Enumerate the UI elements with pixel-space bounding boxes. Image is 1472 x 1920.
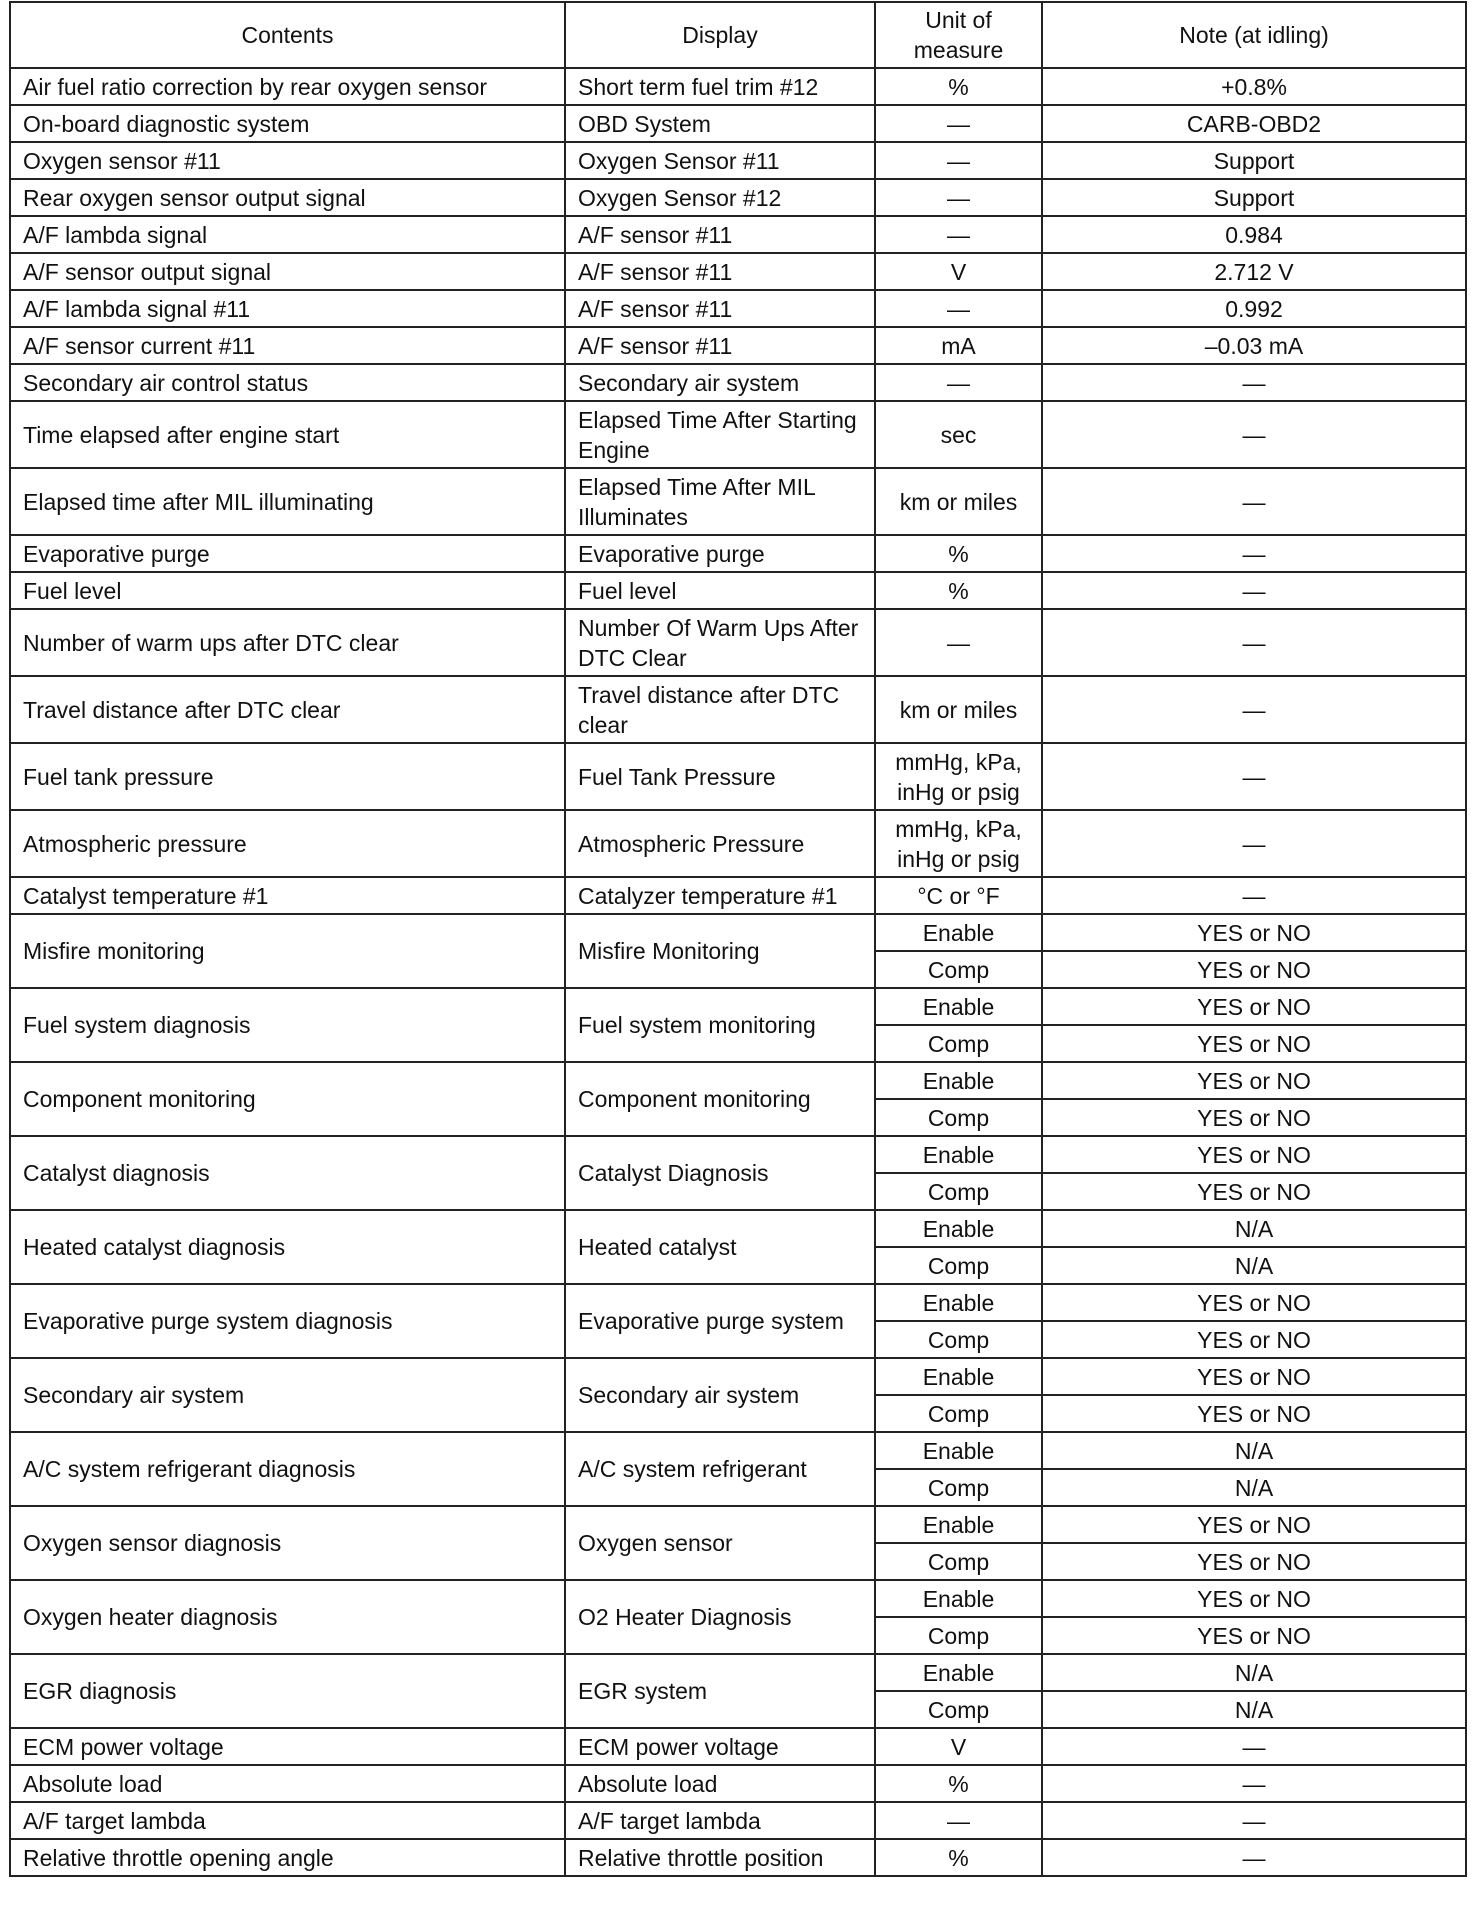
display-cell: Catalyst Diagnosis (565, 1136, 875, 1210)
contents-cell: Catalyst temperature #1 (10, 877, 565, 914)
unit-cell: — (875, 179, 1042, 216)
table-row (10, 1432, 1466, 1469)
display-cell: Evaporative purge (565, 535, 875, 572)
table-row (10, 1728, 1466, 1765)
display-cell: Secondary air system (565, 1358, 875, 1432)
unit-cell: Enable (875, 914, 1042, 951)
unit-cell: Comp (875, 1247, 1042, 1284)
note-cell: N/A (1042, 1247, 1466, 1284)
table-row (10, 364, 1466, 401)
contents-cell: Relative throttle opening angle (10, 1839, 565, 1876)
note-cell: –0.03 mA (1042, 327, 1466, 364)
note-cell: — (1042, 1765, 1466, 1802)
note-cell: — (1042, 535, 1466, 572)
note-cell: YES or NO (1042, 1099, 1466, 1136)
display-cell: Elapsed Time After Starting Engine (565, 401, 875, 468)
display-cell: O2 Heater Diagnosis (565, 1580, 875, 1654)
unit-cell: — (875, 609, 1042, 676)
display-cell: ECM power voltage (565, 1728, 875, 1765)
unit-cell: mmHg, kPa, inHg or psig (875, 743, 1042, 810)
table-header-row (10, 2, 1466, 68)
contents-cell: Oxygen sensor diagnosis (10, 1506, 565, 1580)
header-unit: Unit of measure (875, 2, 1042, 68)
note-cell: — (1042, 1839, 1466, 1876)
note-cell: YES or NO (1042, 1506, 1466, 1543)
contents-cell: A/C system refrigerant diagnosis (10, 1432, 565, 1506)
contents-cell: Oxygen sensor #11 (10, 142, 565, 179)
unit-cell: Comp (875, 1025, 1042, 1062)
display-cell: Secondary air system (565, 364, 875, 401)
table-row (10, 535, 1466, 572)
unit-cell: Comp (875, 1321, 1042, 1358)
note-cell: YES or NO (1042, 1358, 1466, 1395)
note-cell: 2.712 V (1042, 253, 1466, 290)
contents-cell: Fuel level (10, 572, 565, 609)
header-contents: Contents (10, 2, 565, 68)
unit-cell: km or miles (875, 676, 1042, 743)
unit-cell: V (875, 1728, 1042, 1765)
unit-cell: Comp (875, 951, 1042, 988)
note-cell: CARB-OBD2 (1042, 105, 1466, 142)
contents-cell: Component monitoring (10, 1062, 565, 1136)
display-cell: Absolute load (565, 1765, 875, 1802)
display-cell: Oxygen Sensor #12 (565, 179, 875, 216)
table-row (10, 290, 1466, 327)
contents-cell: Misfire monitoring (10, 914, 565, 988)
table-row (10, 253, 1466, 290)
display-cell: Heated catalyst (565, 1210, 875, 1284)
display-cell: Catalyzer temperature #1 (565, 877, 875, 914)
note-cell: YES or NO (1042, 951, 1466, 988)
note-cell: YES or NO (1042, 1580, 1466, 1617)
table-row (10, 914, 1466, 951)
unit-cell: — (875, 1802, 1042, 1839)
display-cell: Evaporative purge system (565, 1284, 875, 1358)
display-cell: Oxygen Sensor #11 (565, 142, 875, 179)
contents-cell: Fuel system diagnosis (10, 988, 565, 1062)
contents-cell: A/F lambda signal #11 (10, 290, 565, 327)
unit-cell: mmHg, kPa, inHg or psig (875, 810, 1042, 877)
note-cell: — (1042, 810, 1466, 877)
unit-cell: Enable (875, 988, 1042, 1025)
table-row (10, 609, 1466, 676)
unit-cell: Enable (875, 1654, 1042, 1691)
display-cell: Number Of Warm Ups After DTC Clear (565, 609, 875, 676)
note-cell: — (1042, 676, 1466, 743)
contents-cell: Fuel tank pressure (10, 743, 565, 810)
data-monitor-table (9, 1, 1467, 1877)
unit-cell: V (875, 253, 1042, 290)
note-cell: YES or NO (1042, 914, 1466, 951)
note-cell: 0.984 (1042, 216, 1466, 253)
unit-cell: Enable (875, 1210, 1042, 1247)
display-cell: Relative throttle position (565, 1839, 875, 1876)
note-cell: N/A (1042, 1654, 1466, 1691)
unit-cell: Comp (875, 1395, 1042, 1432)
display-cell: A/F sensor #11 (565, 290, 875, 327)
contents-cell: Absolute load (10, 1765, 565, 1802)
unit-cell: — (875, 216, 1042, 253)
unit-cell: % (875, 535, 1042, 572)
table-row (10, 1284, 1466, 1321)
unit-cell: Enable (875, 1358, 1042, 1395)
display-cell: Misfire Monitoring (565, 914, 875, 988)
unit-cell: — (875, 142, 1042, 179)
contents-cell: EGR diagnosis (10, 1654, 565, 1728)
display-cell: A/F sensor #11 (565, 253, 875, 290)
display-cell: Fuel level (565, 572, 875, 609)
table-row (10, 1580, 1466, 1617)
note-cell: Support (1042, 142, 1466, 179)
table-row (10, 105, 1466, 142)
note-cell: YES or NO (1042, 988, 1466, 1025)
table-row (10, 216, 1466, 253)
unit-cell: Enable (875, 1136, 1042, 1173)
contents-cell: A/F lambda signal (10, 216, 565, 253)
unit-cell: Comp (875, 1469, 1042, 1506)
unit-cell: °C or °F (875, 877, 1042, 914)
note-cell: — (1042, 364, 1466, 401)
note-cell: — (1042, 609, 1466, 676)
contents-cell: Time elapsed after engine start (10, 401, 565, 468)
unit-cell: Comp (875, 1173, 1042, 1210)
unit-cell: sec (875, 401, 1042, 468)
table-row (10, 1210, 1466, 1247)
contents-cell: Atmospheric pressure (10, 810, 565, 877)
contents-cell: Secondary air control status (10, 364, 565, 401)
table-row (10, 1654, 1466, 1691)
contents-cell: Evaporative purge (10, 535, 565, 572)
table-row (10, 179, 1466, 216)
note-cell: YES or NO (1042, 1284, 1466, 1321)
unit-cell: Enable (875, 1506, 1042, 1543)
display-cell: Component monitoring (565, 1062, 875, 1136)
note-cell: YES or NO (1042, 1321, 1466, 1358)
display-cell: Travel distance after DTC clear (565, 676, 875, 743)
table-row (10, 1802, 1466, 1839)
unit-cell: Comp (875, 1617, 1042, 1654)
note-cell: 0.992 (1042, 290, 1466, 327)
table-row (10, 988, 1466, 1025)
table-row (10, 1136, 1466, 1173)
note-cell: YES or NO (1042, 1136, 1466, 1173)
table-row (10, 1765, 1466, 1802)
display-cell: Fuel Tank Pressure (565, 743, 875, 810)
table-row (10, 1506, 1466, 1543)
note-cell: YES or NO (1042, 1173, 1466, 1210)
contents-cell: Elapsed time after MIL illuminating (10, 468, 565, 535)
note-cell: — (1042, 743, 1466, 810)
contents-cell: ECM power voltage (10, 1728, 565, 1765)
contents-cell: Air fuel ratio correction by rear oxygen sensor (10, 68, 565, 105)
note-cell: YES or NO (1042, 1025, 1466, 1062)
display-cell: A/F target lambda (565, 1802, 875, 1839)
note-cell: N/A (1042, 1210, 1466, 1247)
unit-cell: % (875, 1765, 1042, 1802)
contents-cell: Oxygen heater diagnosis (10, 1580, 565, 1654)
table-row (10, 572, 1466, 609)
note-cell: YES or NO (1042, 1395, 1466, 1432)
unit-cell: Comp (875, 1691, 1042, 1728)
note-cell: N/A (1042, 1432, 1466, 1469)
table-row (10, 142, 1466, 179)
table-row (10, 1062, 1466, 1099)
note-cell: — (1042, 1802, 1466, 1839)
unit-cell: km or miles (875, 468, 1042, 535)
table-row (10, 810, 1466, 877)
note-cell: — (1042, 877, 1466, 914)
display-cell: Atmospheric Pressure (565, 810, 875, 877)
unit-cell: % (875, 572, 1042, 609)
display-cell: A/F sensor #11 (565, 327, 875, 364)
note-cell: — (1042, 401, 1466, 468)
contents-cell: Travel distance after DTC clear (10, 676, 565, 743)
note-cell: Support (1042, 179, 1466, 216)
contents-cell: Heated catalyst diagnosis (10, 1210, 565, 1284)
display-cell: Oxygen sensor (565, 1506, 875, 1580)
contents-cell: Secondary air system (10, 1358, 565, 1432)
unit-cell: — (875, 290, 1042, 327)
unit-cell: % (875, 1839, 1042, 1876)
note-cell: +0.8% (1042, 68, 1466, 105)
note-cell: N/A (1042, 1691, 1466, 1728)
contents-cell: On-board diagnostic system (10, 105, 565, 142)
display-cell: A/F sensor #11 (565, 216, 875, 253)
note-cell: YES or NO (1042, 1617, 1466, 1654)
display-cell: A/C system refrigerant (565, 1432, 875, 1506)
contents-cell: A/F sensor current #11 (10, 327, 565, 364)
unit-cell: Enable (875, 1432, 1042, 1469)
unit-cell: mA (875, 327, 1042, 364)
unit-cell: — (875, 364, 1042, 401)
unit-cell: — (875, 105, 1042, 142)
note-cell: YES or NO (1042, 1062, 1466, 1099)
display-cell: OBD System (565, 105, 875, 142)
note-cell: N/A (1042, 1469, 1466, 1506)
note-cell: — (1042, 572, 1466, 609)
table-row (10, 743, 1466, 810)
table-row (10, 1358, 1466, 1395)
note-cell: — (1042, 1728, 1466, 1765)
unit-cell: Enable (875, 1062, 1042, 1099)
display-cell: EGR system (565, 1654, 875, 1728)
contents-cell: A/F target lambda (10, 1802, 565, 1839)
table-row (10, 401, 1466, 468)
table-row (10, 468, 1466, 535)
display-cell: Fuel system monitoring (565, 988, 875, 1062)
table-row (10, 327, 1466, 364)
table-row (10, 877, 1466, 914)
unit-cell: % (875, 68, 1042, 105)
note-cell: YES or NO (1042, 1543, 1466, 1580)
table-row (10, 1839, 1466, 1876)
display-cell: Short term fuel trim #12 (565, 68, 875, 105)
contents-cell: Evaporative purge system diagnosis (10, 1284, 565, 1358)
header-display: Display (565, 2, 875, 68)
table-row (10, 68, 1466, 105)
table-row (10, 676, 1466, 743)
header-note: Note (at idling) (1042, 2, 1466, 68)
unit-cell: Comp (875, 1543, 1042, 1580)
unit-cell: Enable (875, 1580, 1042, 1617)
contents-cell: A/F sensor output signal (10, 253, 565, 290)
note-cell: — (1042, 468, 1466, 535)
contents-cell: Catalyst diagnosis (10, 1136, 565, 1210)
contents-cell: Rear oxygen sensor output signal (10, 179, 565, 216)
unit-cell: Enable (875, 1284, 1042, 1321)
unit-cell: Comp (875, 1099, 1042, 1136)
contents-cell: Number of warm ups after DTC clear (10, 609, 565, 676)
display-cell: Elapsed Time After MIL Illuminates (565, 468, 875, 535)
